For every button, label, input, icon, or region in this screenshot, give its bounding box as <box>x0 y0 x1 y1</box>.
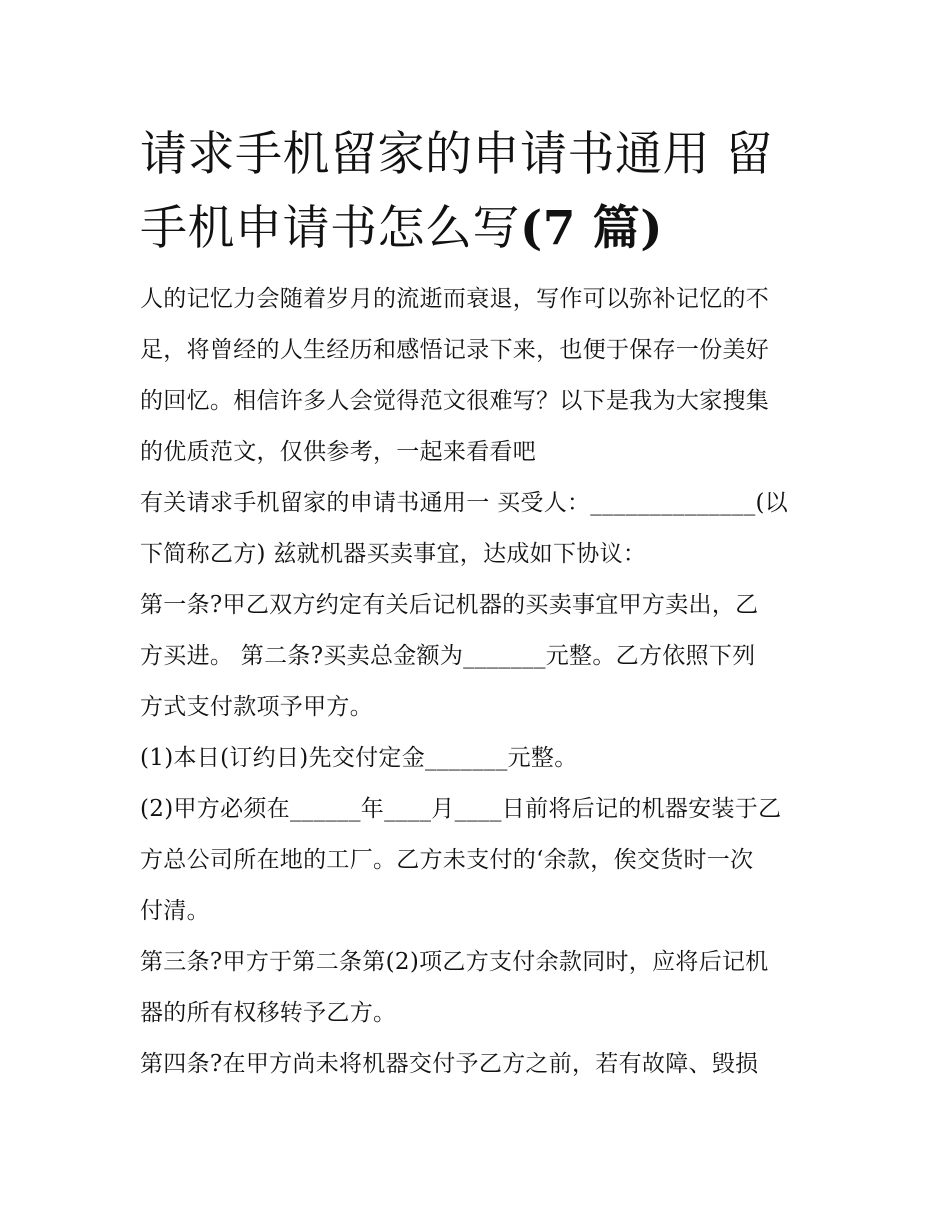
body-line: 人的记忆力会随着岁月的流逝而衰退，写作可以弥补记忆的不 <box>140 286 770 312</box>
body-line: 的优质范文，仅供参考，一起来看看吧 <box>140 439 537 465</box>
body-line: (2)甲方必须在______年____月____日前将后记的机器安装于乙 <box>140 796 782 822</box>
body-line: (1)本日(订约日)先交付定金_______元整。 <box>140 745 578 771</box>
body-line: 付清。 <box>140 898 210 924</box>
body-line: 第一条?甲乙双方约定有关后记机器的买卖事宜甲方卖出，乙 <box>140 592 759 618</box>
body-line: 有关请求手机留家的申请书通用一 买受人：______________(以 <box>140 490 789 516</box>
body-line: 方式支付款项予甲方。 <box>140 694 373 720</box>
title-count: (7 篇) <box>520 201 664 256</box>
body-line: 方买进。 第二条?买卖总金额为_______元整。乙方依照下列 <box>140 643 756 669</box>
body-line: 第四条?在甲方尚未将机器交付予乙方之前，若有故障、毁损 <box>140 1051 759 1077</box>
document-title <box>140 118 820 266</box>
body-line: 方总公司所在地的工厂。乙方未支付的‘余款，俟交货时一次 <box>140 847 754 873</box>
document-body <box>140 274 815 1090</box>
body-line: 第三条?甲方于第二条第(2)项乙方支付余款同时，应将后记机 <box>140 949 769 975</box>
body-line: 下简称乙方) 兹就机器买卖事宜，达成如下协议： <box>140 541 647 567</box>
body-line: 器的所有权移转予乙方。 <box>140 1000 397 1026</box>
title-line-2: 手机申请书怎么写 <box>140 201 520 256</box>
title-line-1: 请求手机留家的申请书通用 留 <box>140 127 773 182</box>
body-line: 的回忆。相信许多人会觉得范文很难写？以下是我为大家搜集 <box>140 388 770 414</box>
body-line: 足，将曾经的人生经历和感悟记录下来，也便于保存一份美好 <box>140 337 770 363</box>
